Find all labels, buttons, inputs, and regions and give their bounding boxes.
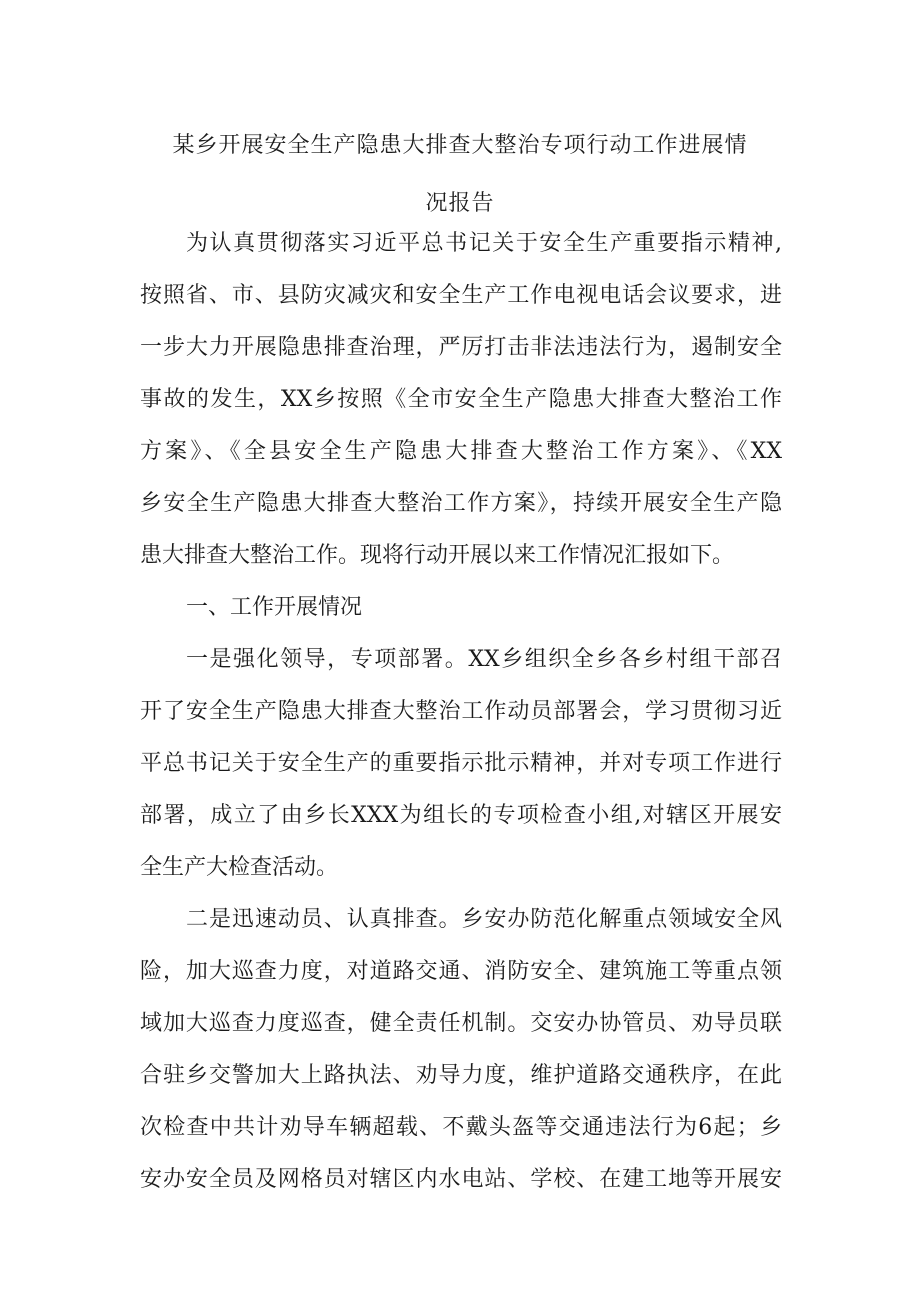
paragraph-3-line-5: 次检查中共计劝导车辆超载、不戴头盔等交通违法行为6起；乡 [140,1115,782,1140]
paragraph-1-line-2: 按照省、市、县防灾减灾和安全生产工作电视电话会议要求，进 [140,283,782,308]
paragraph-3-line-1: 二是迅速动员、认真排查。乡安办防范化解重点领域安全风 [186,907,782,932]
paragraph-3-line-2: 险，加大巡查力度，对道路交通、消防安全、建筑施工等重点领 [140,959,782,984]
paragraph-3-line-6: 安办安全员及网格员对辖区内水电站、学校、在建工地等开展安 [140,1167,782,1192]
section-heading-1: 一、工作开展情况 [186,595,363,620]
document-title-line-1: 某乡开展安全生产隐患大排查大整治专项行动工作进展情 [172,133,748,158]
paragraph-2-line-1: 一是强化领导，专项部署。XX乡组织全乡各乡村组干部召 [186,647,782,672]
paragraph-2-line-2: 开了安全生产隐患大排查大整治工作动员部署会，学习贯彻习近 [140,699,782,724]
paragraph-3-line-3: 域加大巡查力度巡查，健全责任机制。交安办协管员、劝导员联 [140,1011,782,1036]
paragraph-1-line-4: 事故的发生，XX乡按照《全市安全生产隐患大排查大整治工作 [140,387,782,412]
paragraph-1-line-1: 为认真贯彻落实习近平总书记关于安全生产重要指示精神, [186,231,782,256]
paragraph-2-line-5: 全生产大检查活动。 [140,855,339,880]
paragraph-1-line-6: 乡安全生产隐患大排查大整治工作方案》，持续开展安全生产隐 [140,491,782,516]
paragraph-2-line-4: 部署，成立了由乡长XXX为组长的专项检查小组,对辖区开展安 [140,803,782,828]
paragraph-2-line-3: 平总书记关于安全生产的重要指示批示精神，并对专项工作进行 [140,751,782,776]
paragraph-3-line-4: 合驻乡交警加大上路执法、劝导力度，维护道路交通秩序，在此 [140,1063,782,1088]
paragraph-1-line-3: 一步大力开展隐患排查治理，严厉打击非法违法行为，遏制安全 [140,335,782,360]
document-title-line-2: 况报告 [425,191,495,216]
paragraph-1-line-5: 方案》、《全县安全生产隐患大排查大整治工作方案》、《XX [140,439,782,464]
paragraph-1-line-7: 患大排查大整治工作。现将行动开展以来工作情况汇报如下。 [140,543,735,568]
